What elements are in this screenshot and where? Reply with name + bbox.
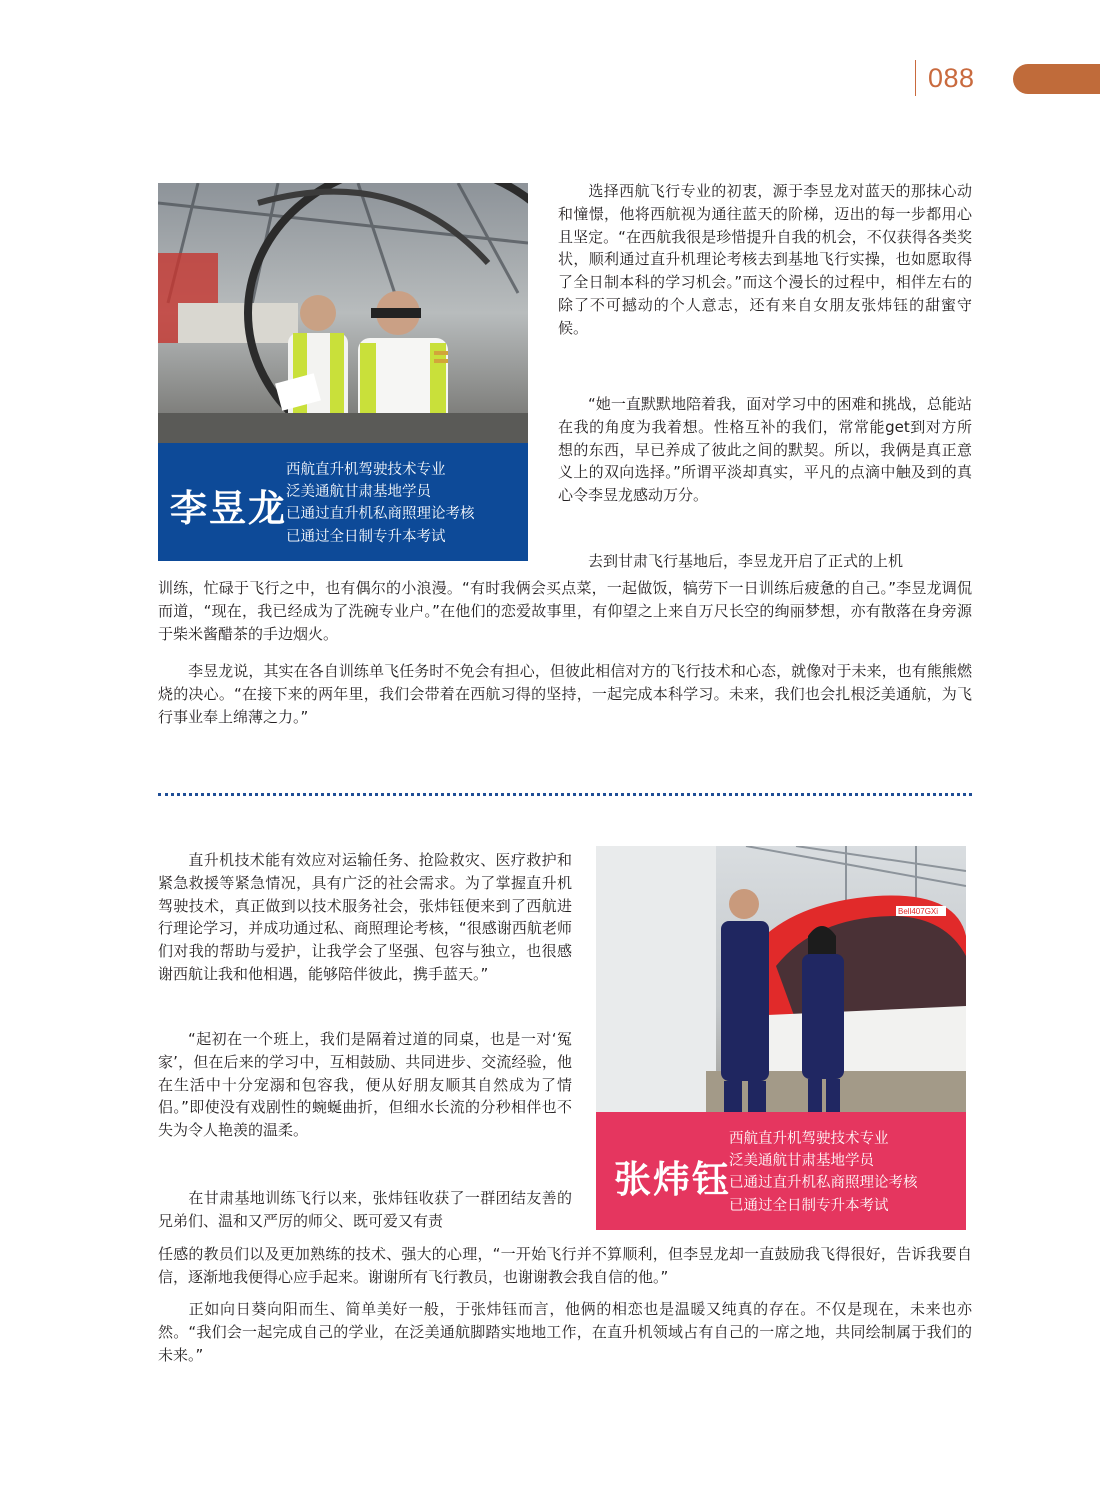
article2-paragraph: 直升机技术能有效应对运输任务、抢险救灾、医疗救护和紧急救援等紧急情况，具有广泛的社会需求。为了掌握直升机驾驶技术，真正做到以技术服务社会，张炜钰便来到了西航进行理论学习，并成功通过私、商照理论考核，“很感谢西航老师们对我的帮助与爱护，让我学会了坚强、包容与独立，也很感谢西航让我和他相遇，能够陪伴彼此，携手蓝天。” bbox=[158, 851, 572, 983]
article2-paragraph: 任感的教员们以及更加熟练的技术、强大的心理，“一开始飞行并不算顺利，但李昱龙却一直鼓励我飞得很好，告诉我要自信，逐渐地我便得心应手起来。谢谢所有飞行教员，也谢谢教会我自信的他。” bbox=[158, 1245, 972, 1286]
caption-line: 泛美通航甘肃基地学员 bbox=[286, 484, 431, 501]
caption-box-zhang-weiyu bbox=[596, 1112, 966, 1230]
photo-li-yulong bbox=[158, 183, 528, 443]
caption-line: 西航直升机驾驶技术专业 bbox=[286, 462, 446, 478]
caption-box-li-yulong bbox=[158, 443, 528, 561]
article2-paragraph: 在甘肃基地训练飞行以来，张炜钰收获了一群团结友善的兄弟们、温和又严厉的师父、既可爱又有责 bbox=[158, 1189, 572, 1230]
page-number: 088 bbox=[915, 60, 975, 96]
section-divider bbox=[158, 793, 972, 796]
article2-paragraph: “起初在一个班上，我们是隔着过道的同桌，也是一对‘冤家’，但在后来的学习中，互相鼓励、共同进步、交流经验，他在生活中十分宠溺和包容我，便从好朋友顺其自然成为了情侣。”即使没有戏剧性的蜿蜒曲折，但细水长流的分秒相伴也不失为令人艳羡的温柔。 bbox=[158, 1030, 572, 1140]
caption-line: 已通过全日制专升本考试 bbox=[286, 528, 446, 545]
caption-details bbox=[729, 1128, 918, 1217]
caption-line: 已通过直升机私商照理论考核 bbox=[729, 1175, 918, 1192]
article1-paragraph: 李昱龙说，其实在各自训练单飞任务时不免会有担心，但彼此相信对方的飞行技术和心态，就像对于未来，也有熊熊燃烧的决心。“在接下来的两年里，我们会带着在西航习得的坚持，一起完成本科学习。未来，我们也会扎根泛美通航，为飞行事业奉上绵薄之力。” bbox=[158, 662, 972, 726]
helicopter-marking: Bell407GXi bbox=[898, 907, 939, 916]
caption-line: 泛美通航甘肃基地学员 bbox=[729, 1153, 874, 1170]
caption-line: 已通过直升机私商照理论考核 bbox=[286, 506, 475, 523]
caption-details bbox=[286, 459, 475, 548]
article1-paragraph: 训练，忙碌于飞行之中，也有偶尔的小浪漫。“有时我俩会买点菜，一起做饭，犒劳下一日训练后疲惫的自己。”李昱龙调侃而道，“现在，我已经成为了洗碗专业户。”在他们的恋爱故事里，有仰望之上来自万尺长空的绚丽梦想，亦有散落在身旁源于柴米酱醋茶的手边烟火。 bbox=[158, 579, 972, 643]
photo-li-yulong-image bbox=[158, 183, 528, 443]
caption-line: 已通过全日制专升本考试 bbox=[729, 1197, 889, 1214]
article1-paragraph: “她一直默默地陪着我，面对学习中的困难和挑战，总能站在我的角度为我着想。性格互补的我们，常常能get到对方所想的东西，早已养成了彼此之间的默契。所以，我俩是真正意义上的双向选择。”所谓平淡却真实，平凡的点滴中触及到的真心令李昱龙感动万分。 bbox=[558, 395, 972, 505]
photo-zhang-weiyu bbox=[596, 846, 966, 1112]
photo-zhang-weiyu-image bbox=[596, 846, 966, 1112]
caption-line: 西航直升机驾驶技术专业 bbox=[729, 1131, 889, 1147]
page-tab-decoration bbox=[1013, 64, 1100, 94]
article1-paragraph: 选择西航飞行专业的初衷，源于李昱龙对蓝天的那抹心动和憧憬，他将西航视为通往蓝天的阶梯，迈出的每一步都用心且坚定。“在西航我很是珍惜提升自我的机会，不仅获得各类奖状，顺利通过直升机理论考核去到基地飞行实操，也如愿取得了全日制本科的学习机会。”而这个漫长的过程中，相伴左右的除了不可撼动的个人意志，还有来自女朋友张炜钰的甜蜜守候。 bbox=[558, 182, 972, 337]
article1-paragraph: 去到甘肃飞行基地后，李昱龙开启了正式的上机 bbox=[588, 552, 904, 570]
article2-paragraph: 正如向日葵向阳而生、简单美好一般，于张炜钰而言，他俩的相恋也是温暖又纯真的存在。不仅是现在，未来也亦然。“我们会一起完成自己的学业，在泛美通航脚踏实地地工作，在直升机领域占有自己的一席之地，共同绘制属于我们的未来。” bbox=[158, 1300, 972, 1364]
caption-name: 李昱龙 bbox=[170, 487, 287, 530]
caption-name: 张炜钰 bbox=[614, 1158, 731, 1201]
